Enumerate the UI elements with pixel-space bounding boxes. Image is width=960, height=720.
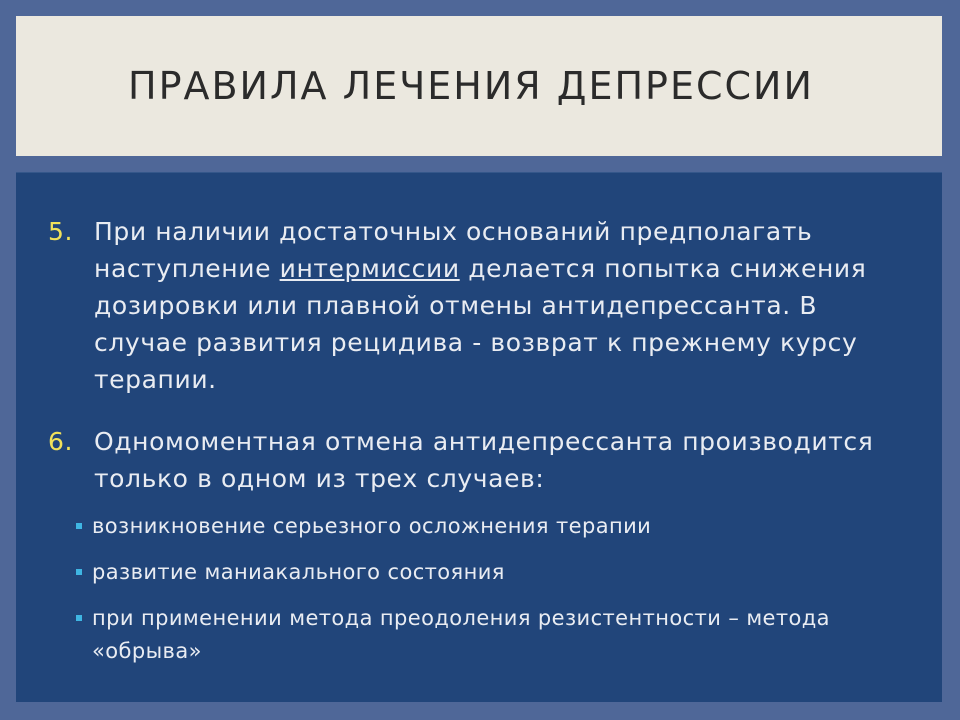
list-item-6 [48, 423, 908, 497]
list-text-5-part1: При наличии достаточных оснований предполагать наступление [94, 217, 813, 283]
sub-item-text-2: развитие маниакального состояния [92, 560, 505, 584]
title-panel [16, 16, 942, 156]
square-bullet-icon [76, 615, 82, 621]
sub-item-2 [76, 556, 916, 589]
sub-item-3 [76, 602, 916, 668]
list-number-5: 5. [48, 217, 74, 246]
list-text-5-part2: делается попытка снижения дозировки или плавной отмены антидепрессанта. В случае развития рецидива - возврат к прежнему курсу терапии. [94, 254, 867, 394]
sub-item-text-3: при применении метода преодоления резистентности – метода «обрыва» [92, 606, 830, 663]
slide-title: ПРАВИЛА ЛЕЧЕНИЯ ДЕПРЕССИИ [128, 64, 814, 108]
content-panel [16, 172, 942, 702]
square-bullet-icon [76, 569, 82, 575]
sub-item-1 [76, 510, 916, 543]
sub-item-text-1: возникновение серьезного осложнения терапии [92, 514, 652, 538]
intermission-link[interactable]: интермиссии [279, 254, 460, 283]
list-number-6: 6. [48, 427, 74, 456]
list-text-5 [94, 213, 908, 398]
list-text-6: Одномоментная отмена антидепрессанта производится только в одном из трех случаев: [94, 427, 874, 493]
list-item-5 [48, 213, 908, 398]
square-bullet-icon [76, 523, 82, 529]
